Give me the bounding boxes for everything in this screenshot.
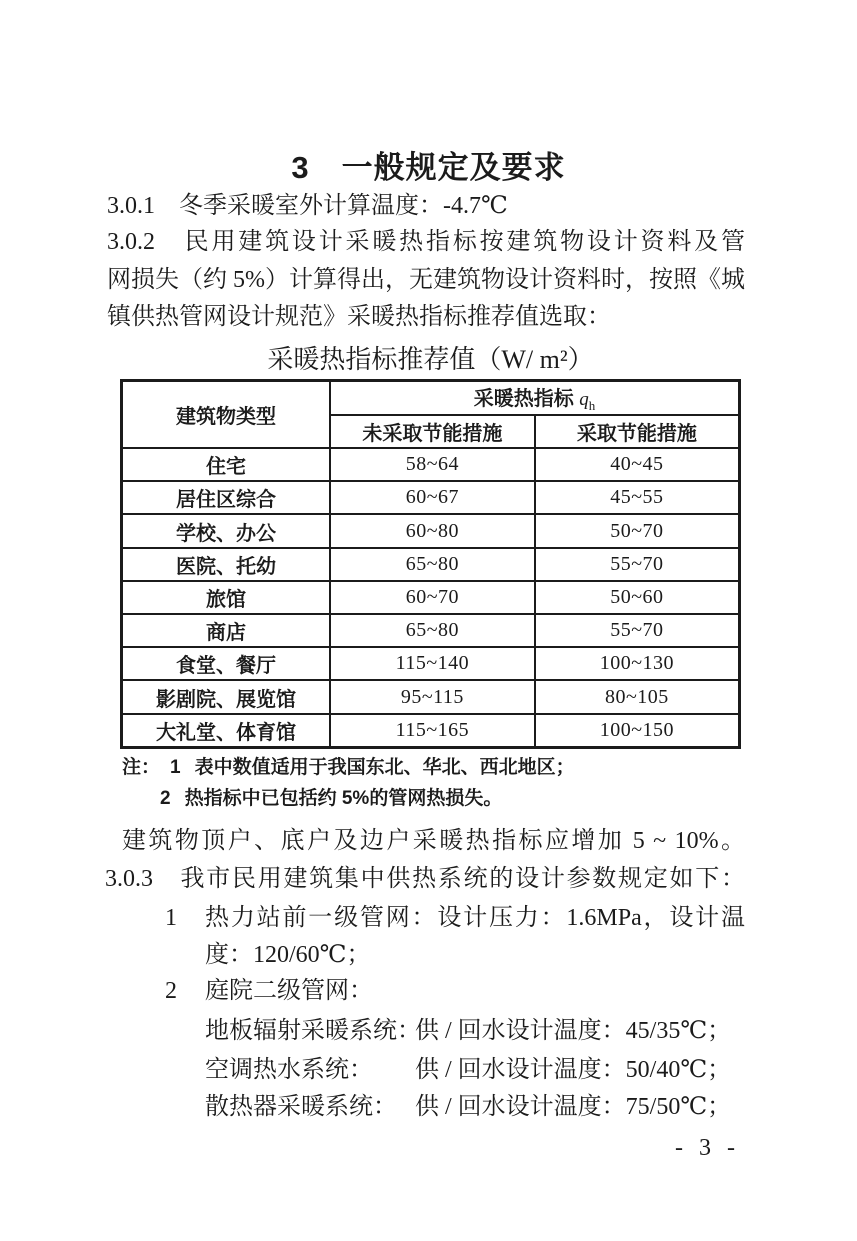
clause-3-0-1: 3.0.1 冬季采暖室外计算温度：-4.7℃ xyxy=(107,193,508,219)
group-label: 采暖热指标 xyxy=(473,388,580,410)
list-item-number: 2 xyxy=(165,978,177,1004)
system-label: 空调热水系统： xyxy=(205,1057,373,1083)
table-row xyxy=(122,548,740,581)
no-saving-cell: 115~140 xyxy=(330,647,535,680)
no-saving-cell: 60~70 xyxy=(330,581,535,614)
list-item-2 xyxy=(165,972,745,1010)
no-saving-cell: 60~67 xyxy=(330,481,535,514)
saving-cell: 55~70 xyxy=(535,614,740,647)
list-item-text: 庭院二级管网： xyxy=(205,978,373,1004)
list-item-number: 1 xyxy=(165,905,177,931)
table-row xyxy=(122,448,740,481)
building-type-cell: 医院、托幼 xyxy=(122,548,331,581)
list-item-1-continuation: 度：120/60℃； xyxy=(205,942,371,968)
note-label: 注： xyxy=(122,757,161,778)
system-row-floor-radiant xyxy=(205,1012,745,1050)
table-row xyxy=(122,614,740,647)
building-type-cell: 商店 xyxy=(122,614,331,647)
saving-cell: 80~105 xyxy=(535,680,740,713)
note-number: 2 xyxy=(160,788,171,809)
building-type-cell: 食堂、餐厅 xyxy=(122,647,331,680)
clause-3-0-3: 3.0.3 我市民用建筑集中供热系统的设计参数规定如下： xyxy=(105,866,745,892)
saving-cell: 45~55 xyxy=(535,481,740,514)
no-saving-cell: 65~80 xyxy=(330,548,535,581)
note-text: 热指标中已包括约 5%的管网热损失。 xyxy=(184,788,503,809)
header-building-type: 建筑物类型 xyxy=(122,381,331,449)
heat-index-table xyxy=(120,379,741,749)
page-number: - 3 - xyxy=(675,1135,735,1161)
table-header-row-1 xyxy=(122,381,740,416)
symbol-q: q xyxy=(579,389,589,410)
page-title: 3 一般规定及要求 xyxy=(291,150,566,185)
no-saving-cell: 58~64 xyxy=(330,448,535,481)
building-type-cell: 学校、办公 xyxy=(122,514,331,547)
saving-cell: 55~70 xyxy=(535,548,740,581)
clause-3-0-2-line-3: 镇供热管网设计规范》采暖热指标推荐值选取： xyxy=(107,304,611,330)
building-type-cell: 影剧院、展览馆 xyxy=(122,680,331,713)
no-saving-cell: 115~165 xyxy=(330,714,535,748)
table-note-2 xyxy=(160,787,502,811)
paragraph-increase: 建筑物顶户、底户及边户采暖热指标应增加 5 ~ 10%。 xyxy=(122,828,745,854)
system-value: 供 / 回水设计温度：75/50℃； xyxy=(415,1094,732,1120)
table-row xyxy=(122,581,740,614)
building-type-cell: 旅馆 xyxy=(122,581,331,614)
table-row xyxy=(122,680,740,713)
clause-3-0-2 xyxy=(107,224,745,337)
table-row xyxy=(122,714,740,748)
note-number: 1 xyxy=(170,757,181,778)
list-item-1 xyxy=(165,899,745,937)
saving-cell: 100~150 xyxy=(535,714,740,748)
list-item-text: 热力站前一级管网：设计压力：1.6MPa，设计温 xyxy=(205,905,745,931)
no-saving-cell: 60~80 xyxy=(330,514,535,547)
table-row xyxy=(122,514,740,547)
system-label: 散热器采暖系统： xyxy=(205,1094,397,1120)
clause-3-0-2-line-2: 网损失（约 5%）计算得出，无建筑物设计资料时，按照《城 xyxy=(107,266,745,293)
saving-cell: 50~60 xyxy=(535,581,740,614)
saving-cell: 40~45 xyxy=(535,448,740,481)
table-note-1 xyxy=(122,756,575,780)
header-no-energy-saving: 未采取节能措施 xyxy=(330,415,535,448)
system-value: 供 / 回水设计温度：50/40℃； xyxy=(415,1057,732,1083)
building-type-cell: 居住区综合 xyxy=(122,481,331,514)
system-row-radiator xyxy=(205,1088,745,1126)
no-saving-cell: 65~80 xyxy=(330,614,535,647)
system-label: 地板辐射采暖系统： xyxy=(205,1018,421,1044)
symbol-q-subscript: h xyxy=(588,398,596,413)
table-row xyxy=(122,481,740,514)
table-caption: 采暖热指标推荐值（W/ m²） xyxy=(267,345,594,374)
clause-3-0-2-line-1: 3.0.2 民用建筑设计采暖热指标按建筑物设计资料及管 xyxy=(107,229,745,255)
note-text: 表中数值适用于我国东北、华北、西北地区； xyxy=(194,757,575,778)
saving-cell: 50~70 xyxy=(535,514,740,547)
building-type-cell: 大礼堂、体育馆 xyxy=(122,714,331,748)
saving-cell: 100~130 xyxy=(535,647,740,680)
system-row-ac-hot-water xyxy=(205,1051,745,1089)
table-row xyxy=(122,647,740,680)
header-energy-saving: 采取节能措施 xyxy=(535,415,740,448)
building-type-cell: 住宅 xyxy=(122,448,331,481)
system-value: 供 / 回水设计温度：45/35℃； xyxy=(415,1018,732,1044)
header-heat-index-group xyxy=(330,381,740,416)
no-saving-cell: 95~115 xyxy=(330,680,535,713)
